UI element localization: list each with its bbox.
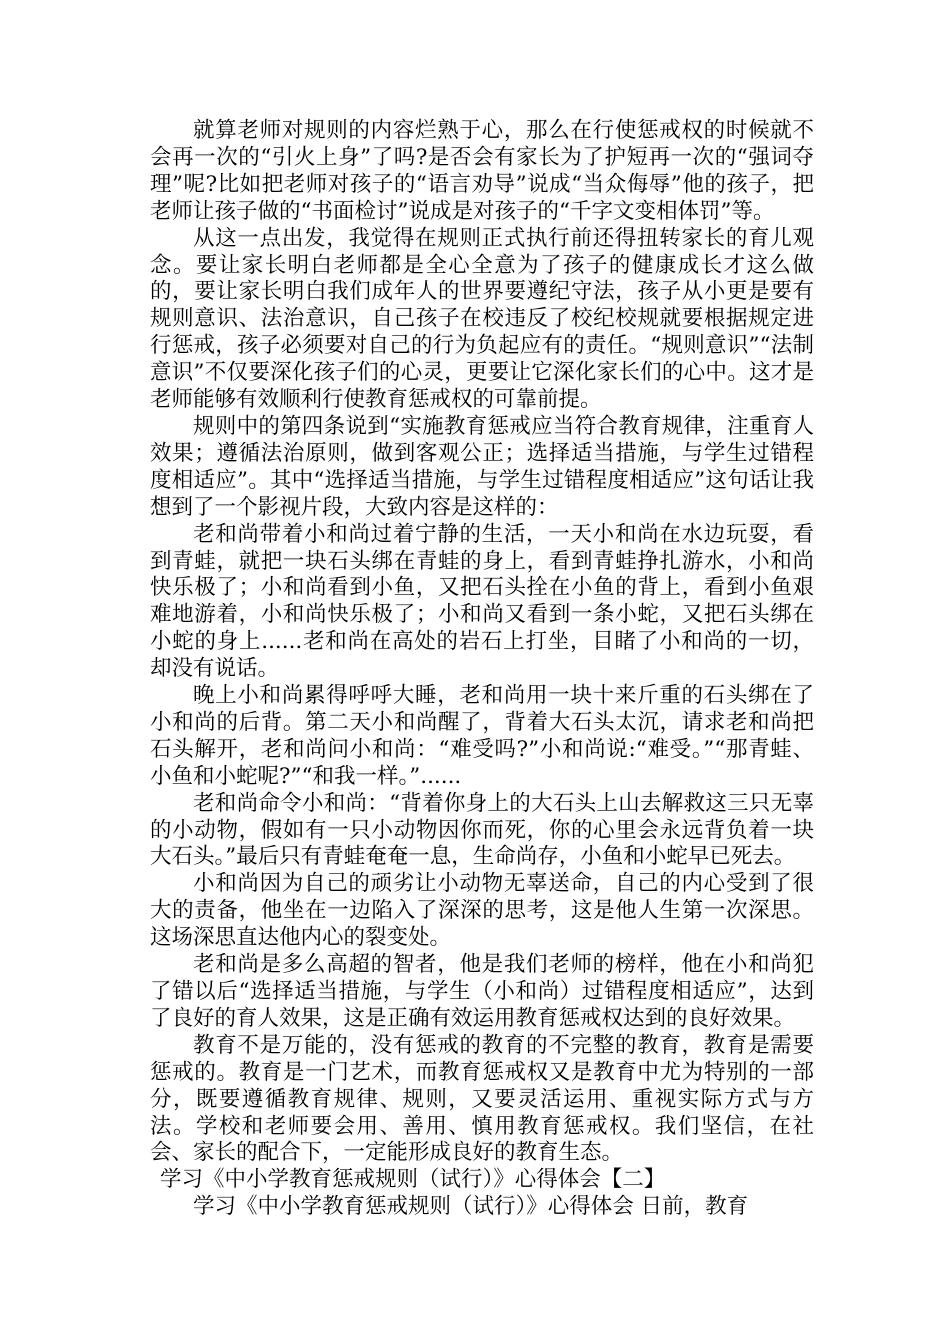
- document-body: [150, 118, 814, 1221]
- paragraph-7: 小和尚因为自己的顽劣让小动物无辜送命，自己的内心受到了很大的责备，他坐在一边陷入了深深的思考，这是他人生第一次深思。这场深思直达他内心的裂变处。: [150, 871, 814, 951]
- paragraph-1: 就算老师对规则的内容烂熟于心，那么在行使惩戒权的时候就不会再一次的“引火上身”了吗?是否会有家长为了护短再一次的“强词夺理”呢?比如把老师对孩子的“语言劝导”说成“当众侮辱”他的孩子，把老师让孩子做的“书面检讨”说成是对孩子的“千字文变相体罚”等。: [150, 118, 814, 224]
- paragraph-2: 从这一点出发，我觉得在规则正式执行前还得扭转家长的育儿观念。要让家长明白老师都是全心全意为了孩子的健康成长才这么做的，要让家长明白我们成年人的世界要遵纪守法，孩子从小更是要有规则意识、法治意识，自己孩子在校违反了校纪校规就要根据规定进行惩戒，孩子必须要对自己的行为负起应有的责任。“规则意识”“法制意识”不仅要深化孩子们的心灵，更要让它深化家长们的心中。这才是老师能够有效顺利行使教育惩戒权的可靠前提。: [150, 225, 814, 413]
- paragraph-10: 学习《中小学教育惩戒规则（试行）》心得体会 日前，教育: [193, 1194, 749, 1220]
- paragraph-6: 老和尚命令小和尚：“背着你身上的大石头上山去解救这三只无辜的小动物，假如有一只小动物因你而死，你的心里会永远背负着一块大石头。”最后只有青蛙奄奄一息，生命尚存，小鱼和小蛇早已死去。: [150, 790, 814, 870]
- paragraph-4: 老和尚带着小和尚过着宁静的生活，一天小和尚在水边玩耍，看到青蛙，就把一块石头绑在青蛙的身上，看到青蛙挣扎游水，小和尚快乐极了；小和尚看到小鱼，又把石头拴在小鱼的背上，看到小鱼艰难地游着，小和尚快乐极了；小和尚又看到一条小蛇，又把石头绑在小蛇的身上......老和尚在高处的岩石上打坐，目睹了小和尚的一切，却没有说话。: [150, 521, 814, 682]
- paragraph-9: 教育不是万能的，没有惩戒的教育的不完整的教育，教育是需要惩戒的。教育是一门艺术，而教育惩戒权又是教育中尤为特别的一部分，既要遵循教育规律、规则，又要灵活运用、重视实际方式与方法。学校和老师要会用、善用、慎用教育惩戒权。我们坚信，在社会、家长的配合下，一定能形成良好的教育生态。: [150, 1032, 814, 1166]
- paragraph-8: 老和尚是多么高超的智者，他是我们老师的榜样，他在小和尚犯了错以后“选择适当措施，与学生（小和尚）过错程度相适应”，达到了良好的育人效果，这是正确有效运用教育惩戒权达到的良好效果。: [150, 952, 814, 1031]
- paragraph-5: 晚上小和尚累得呼呼大睡，老和尚用一块十来斤重的石头绑在了小和尚的后背。第二天小和尚醒了，背着大石头太沉，请求老和尚把石头解开，老和尚问小和尚：“难受吗?”小和尚说:“难受。”“那青蛙、小鱼和小蛇呢?”“和我一样。”......: [150, 683, 814, 789]
- section-heading: 学习《中小学教育惩戒规则（试行）》心得体会【二】: [160, 1167, 666, 1193]
- paragraph-3: 规则中的第四条说到“实施教育惩戒应当符合教育规律，注重育人效果；遵循法治原则，做到客观公正；选择适当措施，与学生过错程度相适应”。其中“选择适当措施，与学生过错程度相适应”这句话让我想到了一个影视片段，大致内容是这样的：: [150, 413, 814, 520]
